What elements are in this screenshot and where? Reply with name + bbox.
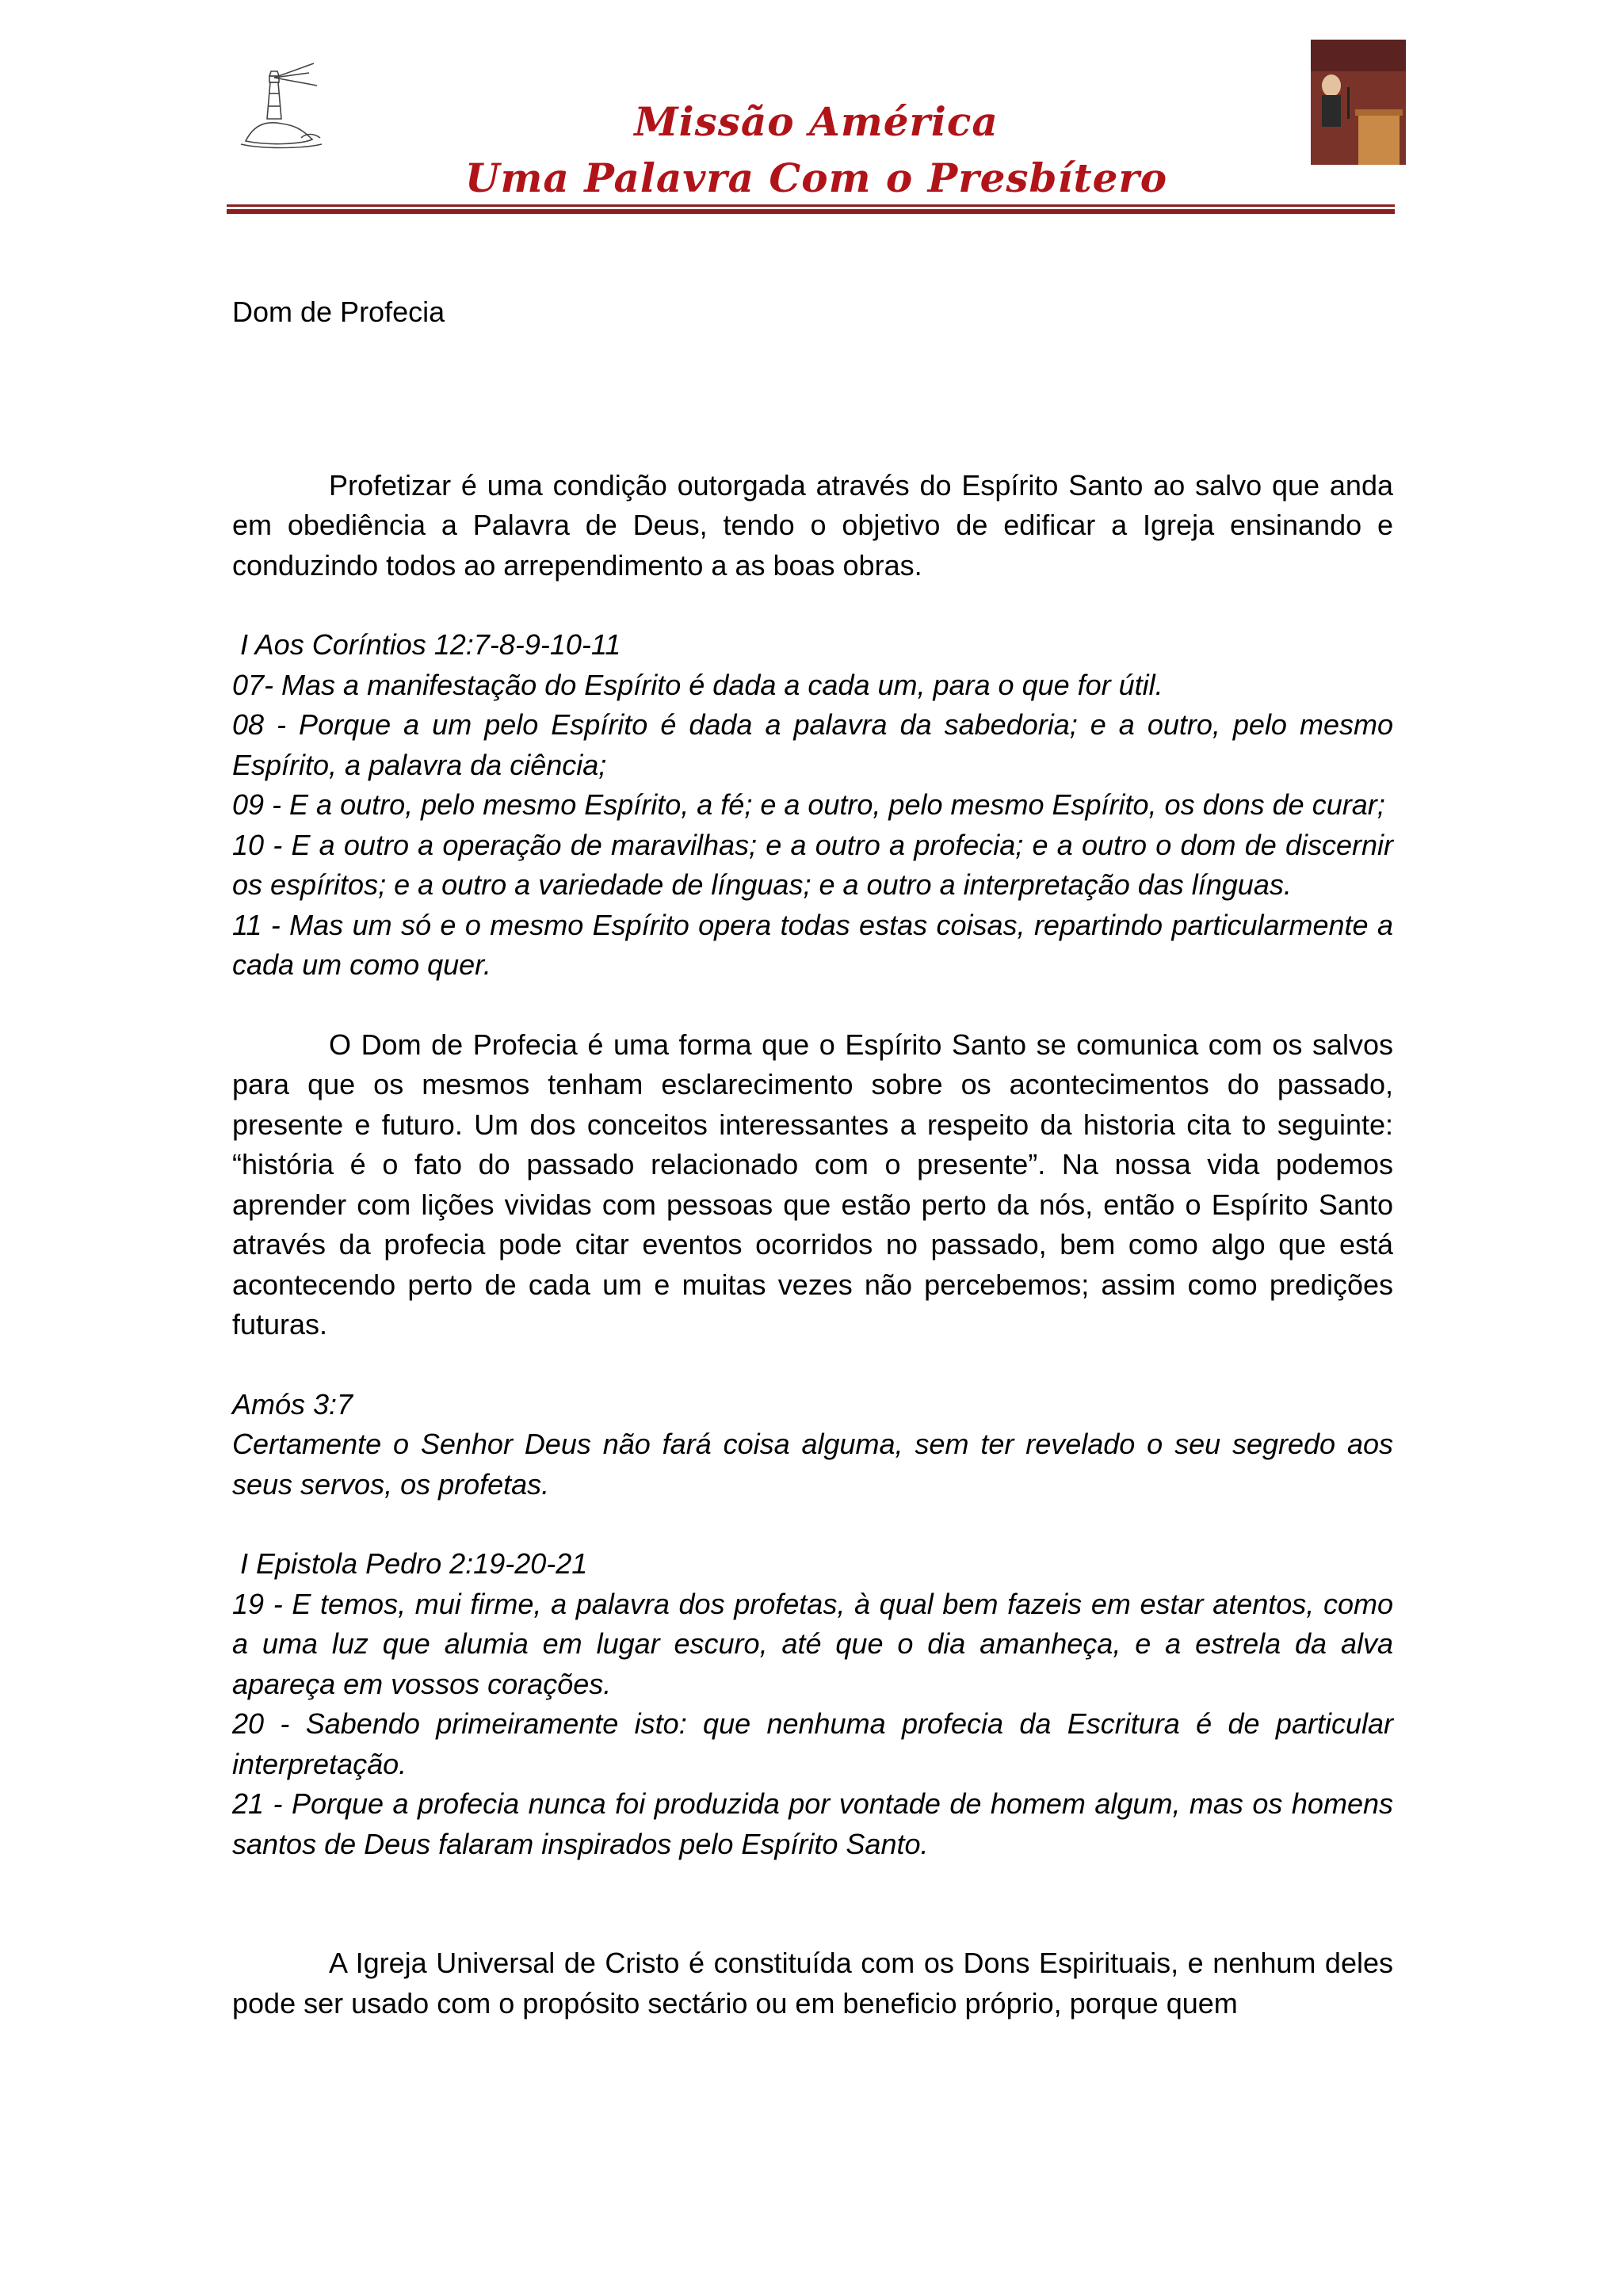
verse-07: 07- Mas a manifestação do Espírito é dada a cada um, para o que for útil.	[232, 668, 1163, 701]
amos-verse: Certamente o Senhor Deus não fará coisa alguma, sem ter revelado o seu segredo aos seus servos, os profetas.	[232, 1428, 1393, 1501]
pedro-reference: I Epistola Pedro 2:19-20-21	[240, 1547, 588, 1580]
dom-paragraph: O Dom de Profecia é uma forma que o Espírito Santo se comunica com os salvos para que os mesmos tenham esclarecimento sobre os acontecimentos do passado, presente e futuro. Um dos conceitos interessantes a respeito da historia cita to seguinte: “história é o fato do passado relacionado com o presente”. Na nossa vida podemos aprender com lições vividas com pessoas que estão perto da nós, então o Espírito Santo através da profecia pode citar eventos ocorridos no passado, bem como algo que está acontecendo perto de cada um e muitas vezes não percebemos; assim como predições futuras.	[232, 1028, 1393, 1341]
amos-reference: Amós 3:7	[232, 1387, 353, 1421]
closing-paragraph: A Igreja Universal de Cristo é constituída com os Dons Espirituais, e nenhum deles pode ser usado com o propósito sectário ou em beneficio próprio, porque quem	[232, 1947, 1393, 2019]
verse-11: 11 - Mas um só e o mesmo Espírito opera todas estas coisas, repartindo particularmente a cada um como quer.	[232, 908, 1393, 981]
header-divider	[227, 204, 1395, 207]
document-title: Dom de Profecia	[232, 296, 445, 328]
header-title-line2: Uma Palavra Com o Presbítero	[464, 154, 1168, 201]
header-divider-thick	[227, 209, 1395, 214]
verse-21: 21 - Porque a profecia nunca foi produzida por vontade de homem algum, mas os homens santos de Deus falaram inspirados pelo Espírito Santo.	[232, 1787, 1393, 1860]
verse-20: 20 - Sabendo primeiramente isto: que nenhuma profecia da Escritura é de particular interpretação.	[232, 1707, 1393, 1780]
document-body	[232, 292, 1393, 2023]
verse-08: 08 - Porque a um pelo Espírito é dada a palavra da sabedoria; e a outro, pelo mesmo Espírito, a palavra da ciência;	[232, 708, 1393, 781]
intro-paragraph: Profetizar é uma condição outorgada através do Espírito Santo ao salvo que anda em obediência a Palavra de Deus, tendo o objetivo de edificar a Igreja ensinando e conduzindo todos ao arrependimento a as boas obras.	[232, 468, 1393, 582]
header-title-line1: Missão América	[634, 98, 999, 145]
verse-09: 09 - E a outro, pelo mesmo Espírito, a fé; e a outro, pelo mesmo Espírito, os dons de curar;	[232, 788, 1385, 821]
verse-19: 19 - E temos, mui firme, a palavra dos profetas, à qual bem fazeis em estar atentos, como a uma luz que alumia em lugar escuro, até que o dia amanheça, e a estrela da alva apareça em vossos corações.	[232, 1587, 1393, 1700]
corintios-reference: I Aos Coríntios 12:7-8-9-10-11	[240, 628, 621, 661]
verse-10: 10 - E a outro a operação de maravilhas; e a outro a profecia; e a outro o dom de discernir os espíritos; e a outro a variedade de línguas; e a outro a interpretação das línguas.	[232, 828, 1393, 901]
